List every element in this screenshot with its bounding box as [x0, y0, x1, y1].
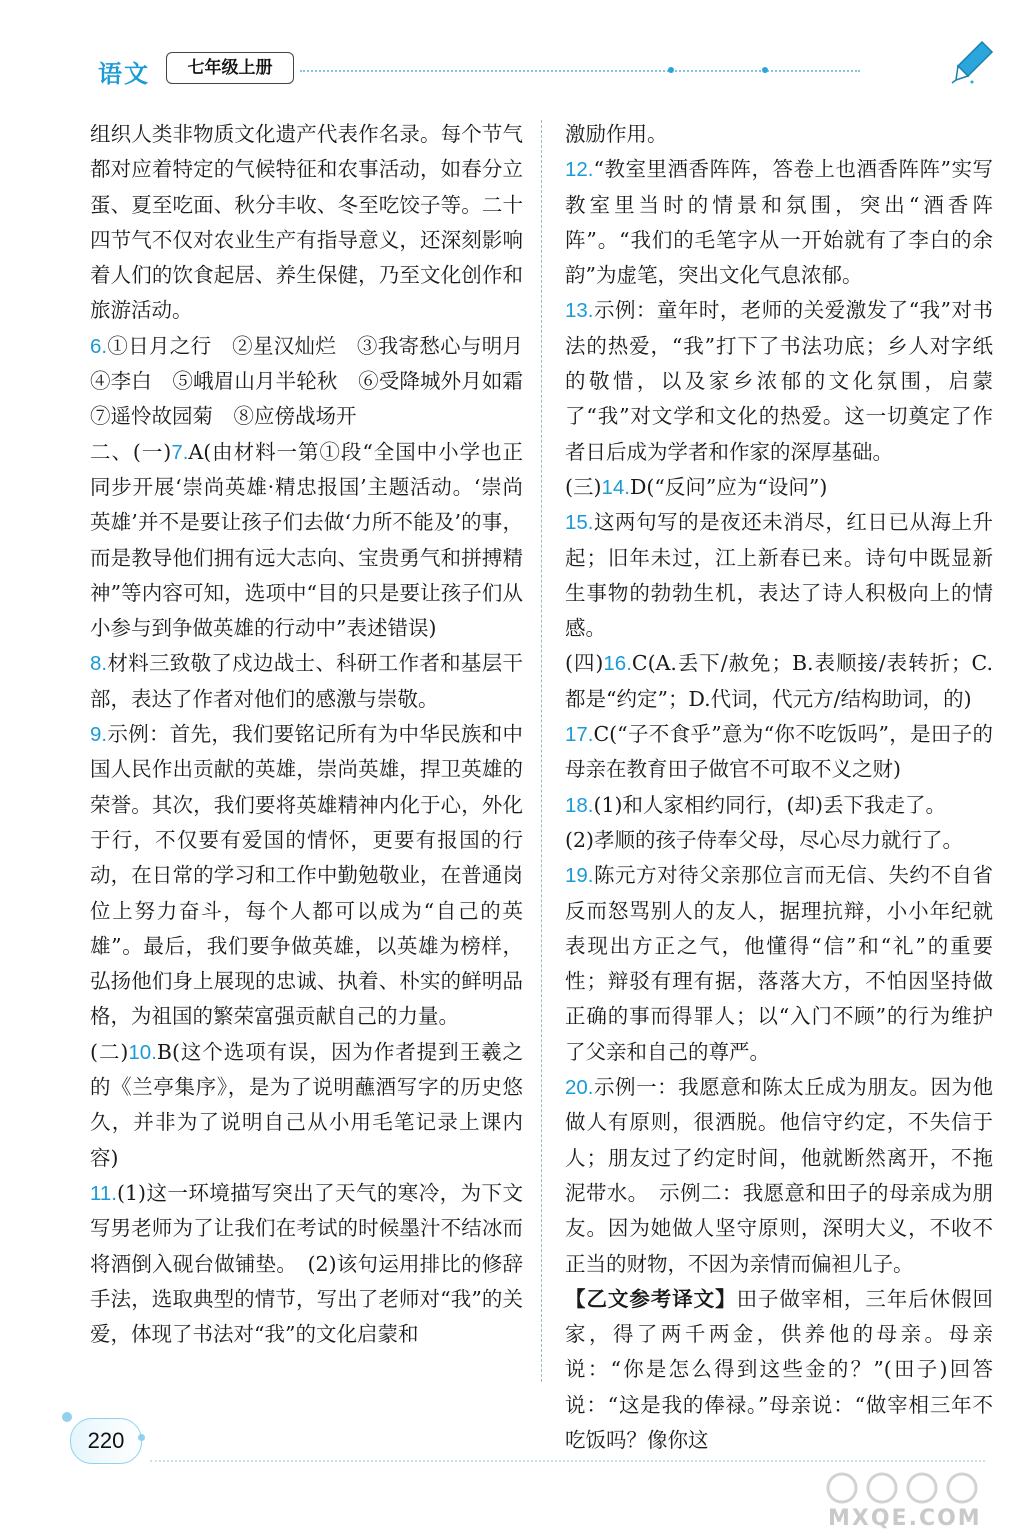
question-number: 20. [565, 1076, 594, 1100]
paragraph-text: 组织人类非物质文化遗产代表作名录。每个节气都对应着特定的气候特征和农事活动，如春分立蛋、夏至吃面、秋分丰收、冬至吃饺子等。二十四节气不仅对农业生产有指导意义，还深刻影响着人们的饮食起居、养生保健，乃至文化创作和旅游活动。 [90, 122, 523, 323]
answer-text: 示例一：我愿意和陈太丘成为朋友。因为他做人有原则，很洒脱。他信守约定，不失信于人；朋友过了约定时间，他就断然离开，不拖泥带水。 示例二：我愿意和田子的母亲成为朋友。因为她做人坚守原则，深明大义，不收不正当的财物，不因为亲情而偏袒儿子。 [565, 1075, 993, 1276]
section-label: 二、(一) [90, 439, 172, 464]
answer-8 [90, 646, 523, 717]
answer-text: 示例：首先，我们要铭记所有为中华民族和中国人民作出贡献的英雄，崇尚英雄，捍卫英雄的荣誉。其次，我们要将英雄精神内化于心，外化于行，不仅要有爱国的情怀，更要有报国的行动，在日常的学习和工作中勤勉敬业，在普通岗位上努力奋斗，每个人都可以成为“自己的英雄”。最后，我们要争做英雄，以英雄为榜样，弘扬他们身上展现的忠诚、执着、朴实的鲜明品格，为祖国的繁荣富强贡献自己的力量。 [90, 722, 523, 1029]
question-number: 9. [90, 723, 108, 747]
question-number: 19. [565, 864, 594, 888]
page-number-badge [70, 1418, 142, 1464]
section-label: (二) [90, 1039, 129, 1064]
answer-6 [90, 329, 544, 435]
answer-13 [565, 293, 993, 469]
translation-tag: 【乙文参考译文】 [565, 1286, 737, 1311]
answer-14 [565, 470, 993, 505]
answer-text: “教室里酒香阵阵，答卷上也酒香阵阵”实写教室里当时的情景和氛围，突出“酒香阵阵”。“我们的毛笔字从一开始就有了李白的余韵”为虚笔，突出文化气息浓郁。 [565, 157, 993, 288]
header-dot [762, 67, 768, 73]
question-number: 17. [565, 723, 594, 747]
answer-19 [565, 858, 993, 1070]
answer-12 [565, 152, 993, 293]
translation-text: 田子做宰相，三年后休假回家，得了两千两金，供养他的母亲。母亲说：“你是怎么得到这些金的？”(田子)回答说：“这是我的俸禄。”母亲说：“做宰相三年不吃饭吗？像你这 [565, 1286, 994, 1452]
answer-9 [90, 717, 523, 1035]
translation-paragraph [565, 1282, 993, 1458]
answer-text: A(由材料一第①段“全国中小学也正同步开展‘崇尚英雄·精忠报国’主题活动。‘崇尚英雄’并不是要让孩子们去做‘力所不能及’的事，而是教导他们拥有远大志向、宝贵勇气和拼搏精神”等内容可知，选项中“目的只是要让孩子们从小参与到争做英雄的行动中”表述错误) [90, 439, 523, 641]
answer-paragraph [565, 117, 993, 152]
answer-20 [565, 1070, 993, 1282]
answer-16 [565, 646, 993, 717]
right-column [565, 117, 993, 1458]
question-number: 16. [603, 652, 632, 676]
answer-text: (1)这一环境描写突出了天气的寒冷，为下文写男老师为了让我们在考试的时候墨汁不结冰而将酒倒入砚台做铺垫。 (2)该句运用排比的修辞手法，选取典型的情节，写出了老师对“我”的关爱，体现了书法对“我”的文化启蒙和 [90, 1180, 523, 1347]
subject-label: 语文 [98, 60, 150, 88]
footer-divider [150, 1460, 985, 1462]
footer-dot [62, 1412, 72, 1422]
question-number: 7. [171, 440, 189, 464]
answer-18 [565, 788, 993, 823]
watermark-text: MXQE.COM [828, 1506, 982, 1531]
answer-text: ①日月之行 ②星汉灿烂 ③我寄愁心与明月 ④李白 ⑤峨眉山月半轮秋 ⑥受降城外月如霜 ⑦遥怜故园菊 ⑧应傍战场开 [90, 333, 544, 429]
answer-text: (2)孝顺的孩子侍奉父母，尽心尽力就行了。 [565, 827, 964, 852]
question-number: 15. [565, 511, 594, 535]
question-number: 6. [90, 334, 108, 358]
left-column [90, 117, 544, 1352]
answer-paragraph [90, 117, 523, 329]
answer-11 [90, 1176, 523, 1352]
question-number: 13. [565, 299, 594, 323]
answer-text: 陈元方对待父亲那位言而无信、失约不自省反而怒骂别人的友人，据理抗辩，小小年纪就表现出方正之气，他懂得“信”和“礼”的重要性；辩驳有理有据，落落大方，不怕因坚持做正确的事而得罪人；以“入门不顾”的行为维护了父亲和自己的尊严。 [565, 863, 993, 1064]
footer-dot [138, 1434, 145, 1441]
answer-text: (1)和人家相约同行，(却)丢下我走了。 [593, 792, 947, 817]
page-header [90, 48, 990, 88]
question-number: 14. [601, 475, 630, 499]
paragraph-text: 激励作用。 [565, 122, 668, 146]
page-number: 220 [87, 1428, 125, 1453]
answer-text: C(“子不食乎”意为“你不吃饭吗”，是田子的母亲在教育田子做官不可取不义之财) [565, 722, 993, 782]
answer-text: C(A.丢下/赦免；B.表顺接/表转折；C.都是“约定”；D.代词，代元方/结构助词，的) [565, 651, 993, 711]
question-number: 11. [90, 1181, 117, 1205]
section-label: (四) [565, 651, 604, 676]
column-divider [541, 120, 542, 1382]
answer-18-2 [565, 823, 993, 858]
answer-10 [90, 1035, 523, 1176]
pen-icon [950, 38, 996, 84]
answer-text: 材料三致敬了戍边战士、科研工作者和基层干部，表达了作者对他们的感激与崇敬。 [90, 651, 523, 711]
header-divider [300, 70, 860, 72]
grade-label: 七年级上册 [166, 52, 294, 84]
answer-text: B(这个选项有误，因为作者提到王羲之的《兰亭集序》，是为了说明蘸酒写字的历史悠久，并非为了说明自己从小用毛笔记录上课内容) [90, 1039, 524, 1170]
question-number: 10. [128, 1040, 157, 1064]
answer-text: D(“反问”应为“设问”) [630, 474, 828, 499]
section-label: (三) [565, 474, 602, 499]
answer-text: 示例：童年时，老师的关爱激发了“我”对书法的热爱，“我”打下了书法功底；乡人对字纸的敬惜，以及家乡浓郁的文化氛围，启蒙了“我”对文学和文化的热爱。这一切奠定了作者日后成为学者和作家的深厚基础。 [565, 298, 993, 464]
answer-17 [565, 717, 993, 788]
question-number: 18. [565, 793, 594, 817]
question-number: 12. [565, 158, 594, 182]
answer-7 [90, 435, 523, 647]
header-dot [668, 67, 674, 73]
question-number: 8. [90, 652, 108, 676]
answer-text: 这两句写的是夜还未消尽，红日已从海上升起；旧年未过，江上新春已来。诗句中既显新生事物的勃勃生机，表达了诗人积极向上的情感。 [565, 510, 993, 641]
answer-15 [565, 505, 993, 646]
